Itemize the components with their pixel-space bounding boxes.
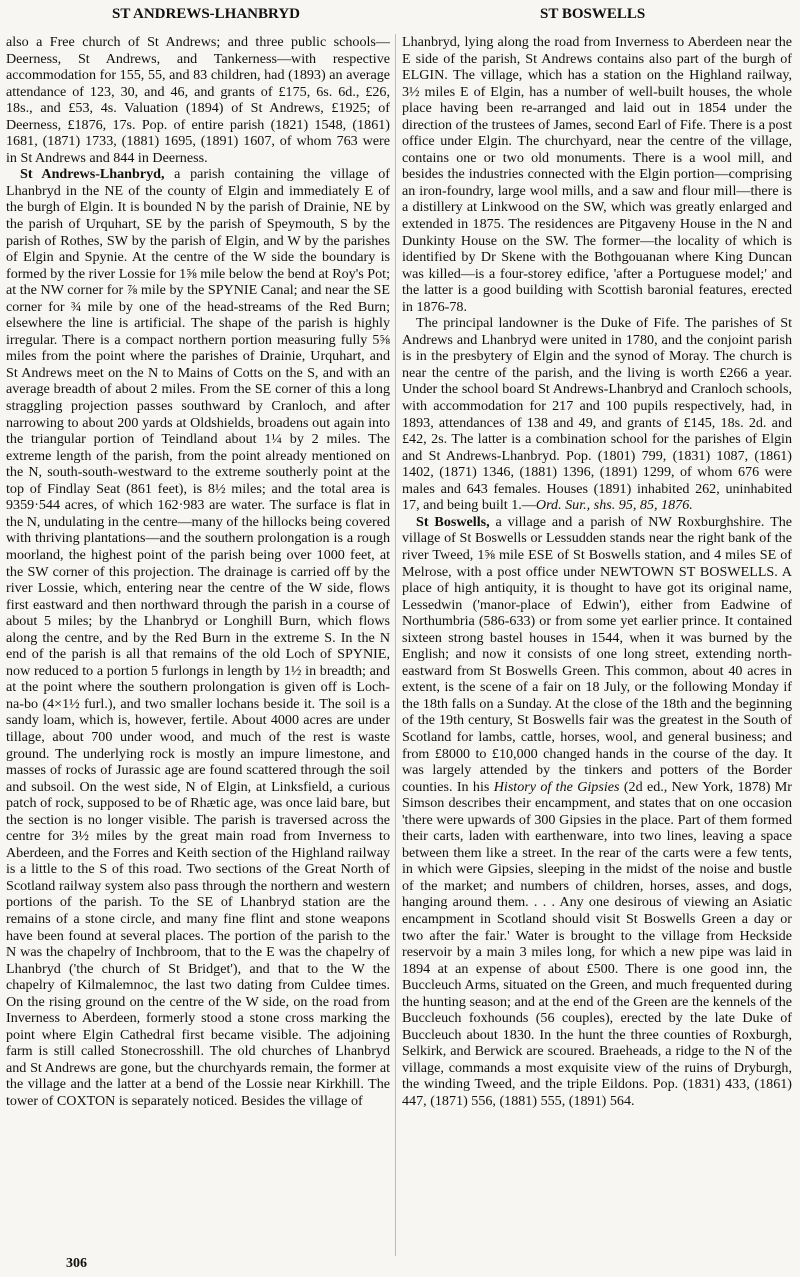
entry-st-andrews-lhanbryd — [6, 166, 390, 1109]
landowner-text: The principal landowner is the Duke of Fife. The parishes of St Andrews and Lhanbryd were united in 1780, and the conjoint parish is in the presbytery of Elgin and the synod of Moray. The church is near the centre of the parish, and the living is worth £266 a year. Under the school board St Andrews-Lhanbryd and Cranloch schools, with accommodation for 217 and 100 pupils respectively, had, in 1893, attendances of 138 and 49, and grants of £145, 18s. 2d. and £42, 2s. The latter is a combination school for the parishes of Elgin and St Andrews-Lhanbryd. Pop. (1801) 799, (1831) 1087, (1861) 1402, (1871) 1346, (1881) 1396, (1891) 1299, of whom 676 were males and 643 females. Houses (1891) inhabited 262, uninhabited 17, and being built 1.— — [402, 315, 792, 514]
running-header — [0, 4, 800, 26]
entry-title: St Andrews-Lhanbryd, — [20, 166, 165, 183]
right-column — [402, 34, 792, 1256]
left-column — [6, 34, 390, 1256]
continuation-paragraph: also a Free church of St Andrews; and three public schools—Deerness, St Andrews, and Tankerness—with respective accommodation for 155, 55, and 83 children, had (1893) an average attendance of 123, 30, and 46, and grants of £175, 6s. 6d., £26, 18s., and £53, 4s. Valuation (1894) of St Andrews, £1925; of Deerness, £1876, 17s. Pop. of entire parish (1821) 1548, (1861) 1681, (1871) 1733, (1881) 1695, (1891) 1607, of whom 763 were in St Andrews and 844 in Deerness. — [6, 34, 390, 166]
book-title: History of the Gipsies — [493, 778, 620, 795]
entry-text: a parish containing the village of Lhanbryd in the NE of the county of Elgin and immediately E of the burgh of Elgin. It is bounded N by the parish of Drainie, NE by the parish of Urquhart, SE by the parish of Speymouth, S by the parish of Rothes, SW by the parish of Elgin, and W by the parishes of Elgin and Spynie. At the centre of the W side the boundary is formed by the river Lossie for 1⅝ mile below the bend at Roy's Pot; at the NW corner for ⅞ mile by the SPYNIE Canal; and near the SE corner for ¾ mile by one of the head-streams of the Red Burn; elsewhere the line is artificial. The shape of the parish is highly irregular. There is a compact northern portion measuring fully 5⅝ miles from the point where the parishes of Drainie, Urquhart, and St Andrews meet on the N to Mains of Cotts on the S, and with an average breadth of about 2 miles. From the SE corner of this a long straggling projection passes southward by Cranloch, and after narrowing to about 200 yards at Oldshields, broadens out again into the triangular portion of Teindland about 1¼ by 2 miles. The extreme length of the parish, from the point already mentioned on the N, south-south-westward to the extreme southerly point at the top of Findlay Seat (861 feet), is 8½ miles; and the total area is 9359·544 acres, of which 162·983 are water. The surface is flat in the N, undulating in the centre—many of the hillocks being covered with thriving plantations—and the southern prolongation is a rough moorland, the highest point of the parish being over 1000 feet, at the SW corner of this projection. The drainage is carried off by the river Lossie, which, entering near the centre of the W side, flows first eastward and then northward through the parish in a course of about 5 miles; by the Lhanbryd or Longhill Burn, which flows along the centre, and by the Red Burn in the extreme S. In the N end of the parish is all that remains of the old Loch of SPYNIE, now reduced to a portion 5 furlongs in length by 1½ in breadth; and at the point where the southern prolongation is given off is Loch-na-bo (4×1½ furl.), and two smaller lochans beside it. The soil is a sandy loam, which is, however, fertile. About 4000 acres are under tillage, about 700 under wood, and much of the rest is waste ground. The underlying rock is mostly an impure limestone, and masses of rocks of Jurassic age are found scattered through the soil and subsoil. On the west side, N of Elgin, at Linksfield, a curious patch of rock, supposed to be of Rhætic age, was once laid bare, but the section is no longer visible. The parish is traversed across the centre for 3½ miles by the great main road from Inverness to Aberdeen, and the Forres and Keith section of the Highland railway is a little to the S of this road. Two sections of the Great North of Scotland railway system also pass through the northern and western portions of the parish. To the SE of Lhanbryd station are the remains of a stone circle, and many fine flint and stone weapons have been found at several places. The portion of the parish to the N was the chapelry of Inchbroom, that to the E was the chapelry of Lhanbryd ('the church of St Bridget'), and that to the W the chapelry of Kilmalemnoc, the last two dating from Culdee times. On the rising ground on the centre of the W side, on the road from Inverness to Aberdeen, formerly stood a stone cross marking the point where Elgin Cathedral first became visible. The adjoining farm is still called Stonecrosshill. The old churches of Lhanbryd and St Andrews are gone, but the churchyards remain, the former at the village and the latter at a bend of the Lossie near Kirkhill. The tower of COXTON is separately noticed. Besides the village of — [6, 166, 390, 1109]
entry-title: St Boswells, — [416, 513, 490, 530]
lhanbryd-village-paragraph: Lhanbryd, lying along the road from Inverness to Aberdeen near the E side of the parish, St Andrews contains also part of the burgh of ELGIN. The village, which has a station on the Highland railway, 3½ miles E of Elgin, has a number of well-built houses, the whole place having been re-arranged and laid out in 1854 under the direction of the trustees of James, second Earl of Fife. There is a post office under Elgin. The churchyard, near the centre of the village, contains one or two old monuments. There is a wool mill, and besides the industries connected with the Elgin portion—comprising an iron-foundry, large wool mills, and a saw and flour mill—there is a distillery at Linkwood on the SW, which was greatly enlarged and extended in 1875. The residences are Pitgaveny House in the N and Dunkinty House on the SW. The former—the locality of which is identified by Dr Skene with the Bothgouanan where King Duncan was killed—is a four-storey edifice, 'after a Portuguese model;' and the latter is a good building with Scottish baronial features, erected in 1876-78. — [402, 34, 792, 315]
entry-text-a: a village and a parish of NW Roxburghshire. The village of St Boswells or Lessudden stands near the right bank of the river Tweed, 1⅝ mile ESE of St Boswells station, and 4 miles SE of Melrose, with a post office under NEWTOWN ST BOSWELLS. A place of high antiquity, it is thought to have got its original name, Lessedwin ('manor-place of Edwin'), either from Eadwine of Northumbria (586-633) or from some yet earlier prince. It contained sixteen strong bastel houses in 1544, when it was burned by the English; and now it consists of one long street, extending north-eastward from St Boswells Green. This common, about 40 acres in extent, is the scene of a fair on 18 July, or the following Monday if the 18th falls on a Sunday. At the close of the 18th and the beginning of the 19th century, St Boswells fair was the greatest in the South of Scotland for lambs, cattle, horses, wool, and general business; and from £8000 to £10,000 changed hands in the course of the day. It was largely attended by the tinkers and potters of the Border counties. In his — [402, 513, 792, 795]
header-left: ST ANDREWS-LHANBRYD — [112, 6, 300, 22]
header-right: ST BOSWELLS — [540, 6, 646, 22]
landowner-paragraph — [402, 315, 792, 514]
ordnance-survey-reference: Ord. Sur., shs. 95, 85, 1876. — [535, 497, 693, 514]
page-number: 306 — [66, 1256, 87, 1271]
entry-st-boswells — [402, 514, 792, 1110]
column-divider — [395, 34, 396, 1256]
entry-text-b: (2d ed., New York, 1878) Mr Simson describes their encampment, and states that on one occasion 'there were upwards of 300 Gipsies in the place. Part of them formed their carts, laden with earthenware, into two lines, leaving a space between them like a street. In the rear of the carts were a few tents, in which were Gipsies, sleeping in the midst of the noise and bustle of the market; and numbers of children, horses, asses, and dogs, hanging around them. . . . Any one desirous of viewing an Asiatic encampment in Scotland should visit St Boswells Green a day or two after the fair.' Water is brought to the village from Heckside reservoir by a main 3 miles long, for which a new pipe was laid in 1894 at an expense of about £500. There is one good inn, the Buccleuch Arms, situated on the Green, and much frequented during the hunting season; and at the end of the Green are the kennels of the Buccleuch foxhounds (56 couples), erected by the late Duke of Buccleuch about 1830. In the hunt the three counties of Roxburgh, Selkirk, and Berwick are scoured. Braeheads, a ridge to the N of the village, commands a most exquisite view of the ruins of Dryburgh, the winding Tweed, and the triple Eildons. Pop. (1831) 433, (1861) 447, (1871) 556, (1881) 555, (1891) 564. — [402, 778, 792, 1109]
